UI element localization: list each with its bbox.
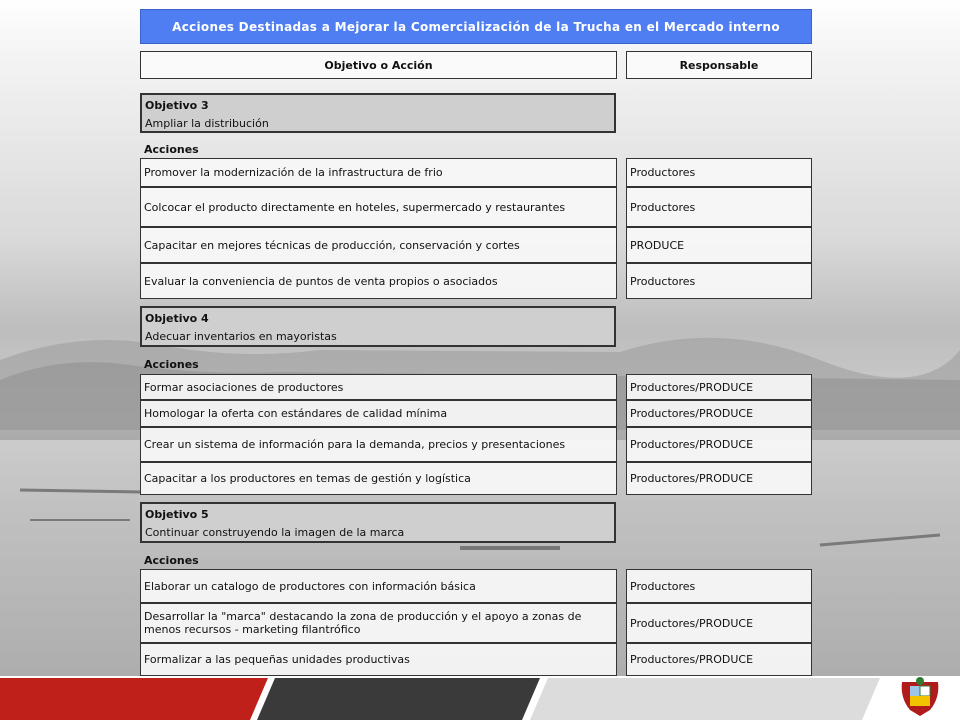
- responsible-cell: Productores/PRODUCE: [626, 400, 812, 427]
- objective-text: Continuar construyendo la imagen de la marca: [145, 526, 405, 539]
- column-header-objective: Objetivo o Acción: [140, 51, 617, 79]
- peru-coat-of-arms-icon: [898, 676, 942, 718]
- responsible-cell: Productores: [626, 569, 812, 603]
- objective-5-box: [140, 502, 616, 543]
- page-title: Acciones Destinadas a Mejorar la Comercialización de la Trucha en el Mercado interno: [140, 9, 812, 44]
- action-cell: Desarrollar la "marca" destacando la zona de producción y el apoyo a zonas de menos recursos - marketing filantrófico: [140, 603, 617, 643]
- responsible-cell: Productores/PRODUCE: [626, 427, 812, 462]
- objective-3-box: [140, 93, 616, 133]
- responsible-cell: PRODUCE: [626, 227, 812, 263]
- action-cell: Evaluar la conveniencia de puntos de venta propios o asociados: [140, 263, 617, 299]
- column-header-responsible: Responsable: [626, 51, 812, 79]
- action-cell: Formalizar a las pequeñas unidades productivas: [140, 643, 617, 676]
- actions-label: Acciones: [144, 143, 199, 156]
- action-cell: Capacitar a los productores en temas de gestión y logística: [140, 462, 617, 495]
- action-cell: Homologar la oferta con estándares de calidad mínima: [140, 400, 617, 427]
- responsible-cell: Productores/PRODUCE: [626, 374, 812, 400]
- responsible-cell: Productores/PRODUCE: [626, 643, 812, 676]
- actions-label: Acciones: [144, 358, 199, 371]
- objective-label: Objetivo 4: [145, 312, 209, 325]
- footer-band: [0, 676, 960, 720]
- action-cell: Crear un sistema de información para la demanda, precios y presentaciones: [140, 427, 617, 462]
- objective-4-box: [140, 306, 616, 347]
- responsible-cell: Productores: [626, 158, 812, 187]
- responsible-cell: Productores/PRODUCE: [626, 603, 812, 643]
- responsible-cell: Productores: [626, 263, 812, 299]
- objective-text: Adecuar inventarios en mayoristas: [145, 330, 337, 343]
- action-cell: Capacitar en mejores técnicas de producción, conservación y cortes: [140, 227, 617, 263]
- actions-label: Acciones: [144, 554, 199, 567]
- action-cell: Elaborar un catalogo de productores con información básica: [140, 569, 617, 603]
- action-cell: Colcocar el producto directamente en hoteles, supermercado y restaurantes: [140, 187, 617, 227]
- objective-text: Ampliar la distribución: [145, 117, 269, 130]
- objective-label: Objetivo 5: [145, 508, 209, 521]
- action-cell: Promover la modernización de la infrastructura de frio: [140, 158, 617, 187]
- action-cell: Formar asociaciones de productores: [140, 374, 617, 400]
- responsible-cell: Productores: [626, 187, 812, 227]
- responsible-cell: Productores/PRODUCE: [626, 462, 812, 495]
- objective-label: Objetivo 3: [145, 99, 209, 112]
